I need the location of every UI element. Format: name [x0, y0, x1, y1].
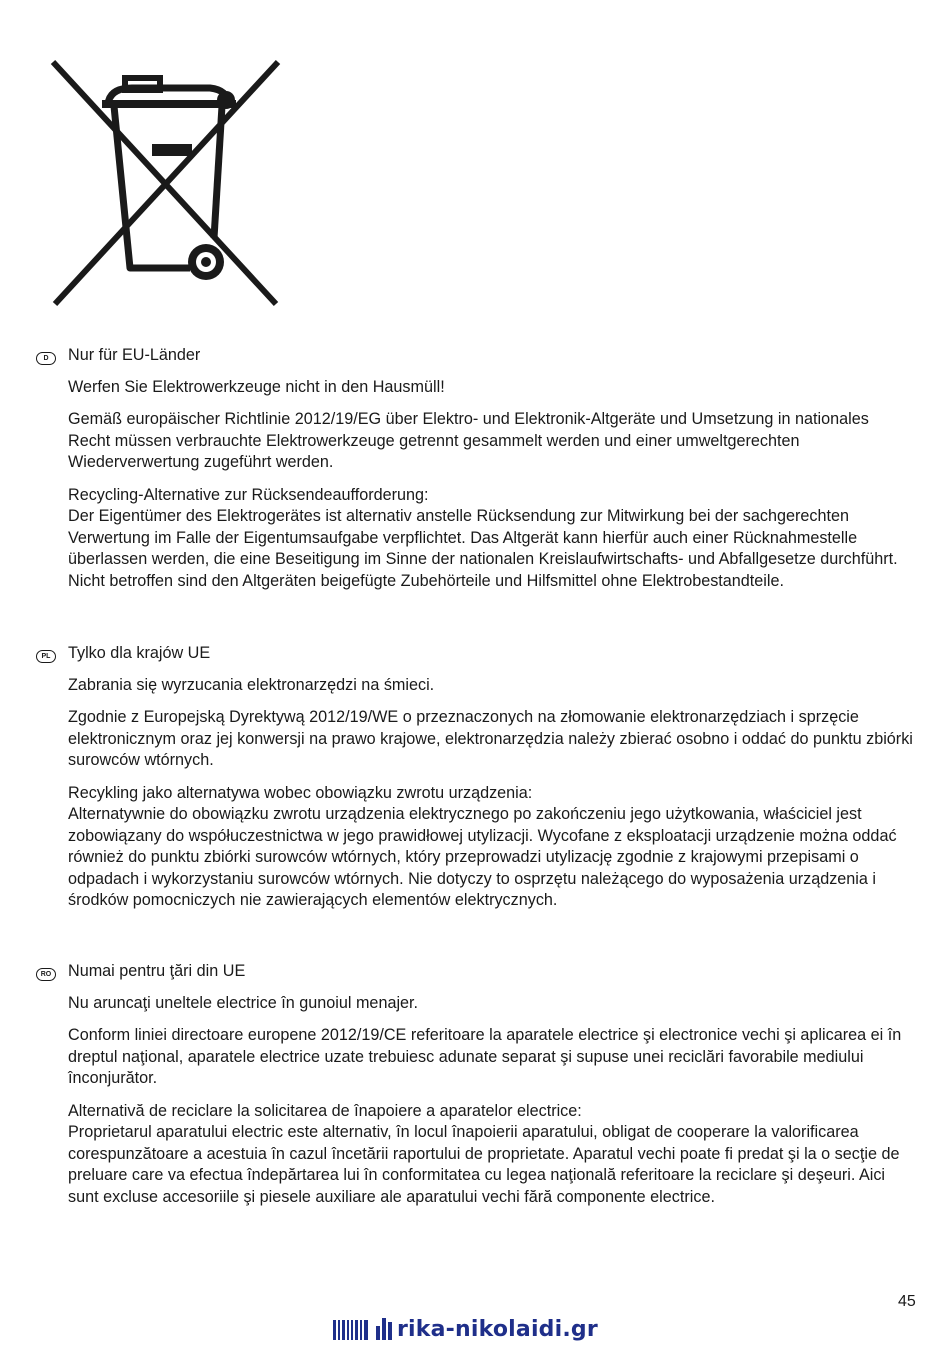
section-body: Conform liniei directoare europene 2012/19/CE referitoare la aparatele electrice şi electronice vechi şi aplicarea ei în dreptul naţional, aparatele electrice uzate trebuiesc adunate separat şi supuse unei reciclări favorabile mediului înconjurător. — [68, 1026, 902, 1087]
section-pl — [68, 643, 913, 923]
section-warning: Nu aruncaţi uneltele electrice în gunoiul menajer. — [68, 993, 419, 1012]
section-title: Tylko dla krajów UE — [68, 644, 211, 662]
section-body: Gemäß europäischer Richtlinie 2012/19/EG über Elektro- und Elektronik-Altgeräte und Umsetzung in nationales Recht müssen verbrauchte Elektrowerkzeuge getrennt gesammelt werden und einer umweltgerechten Wiederverwertung zugeführt werden. — [68, 410, 869, 471]
section-title: Numai pentru ţări din UE — [68, 962, 246, 980]
section-warning: Zabrania się wyrzucania elektronarzędzi na śmieci. — [68, 675, 435, 694]
section-de — [68, 345, 913, 603]
section-ro — [68, 961, 913, 1219]
section-alt-body: Alternatywnie do obowiązku zwrotu urządzenia elektrycznego po zakończeniu jego użytkowania, właściciel jest zobowiązany do współuczestnictwa w jego prawidłowej utylizacji. Wycofane z eksploatacji urządzenie można oddać również do punktu zbiórki surowców wtórnych, który przeprowadzi utylizację zgodnie z krajowymi przepisami o odpadach i wykorzystaniu surowców wtórnych. Nie dotyczy to osprzętu należącego do wyposażenia urządzenia i środków pomocniczych nie zawierających elementów elektrycznych. — [68, 805, 897, 909]
crossed-out-wheelie-bin-icon — [50, 58, 282, 308]
section-alt-body: Der Eigentümer des Elektrogerätes ist alternativ anstelle Rücksendung zur Mitwirkung bei der sachgerechten Verwertung im Falle der Eigentumsaufgabe verpflichtet. Das Altgerät kann hierfür auch einer Rücknahmestelle überlassen werden, die eine Beseitigung im Sinne der nationalen Kreislaufwirtschafts- und Abfallgesetze durchführt. Nicht betroffen sind den Altgeräten beigefügte Zubehörteile und Hilfsmittel ohne Elektrobestandteile. — [68, 507, 898, 590]
section-alt-heading: Recycling-Alternative zur Rücksendeaufforderung: — [68, 485, 429, 504]
section-body: Zgodnie z Europejską Dyrektywą 2012/19/WE o przeznaczonych na złomowanie elektronarzędziach i sprzęcie elektronicznym oraz jej konwersji na prawo krajowe, elektronarzędzia należy zbierać osobno i oddać do punktu zbiórki surowców wtórnych. — [68, 708, 913, 769]
watermark — [333, 1312, 598, 1346]
page-number: 45 — [898, 1293, 916, 1310]
barcode-icon — [333, 1318, 394, 1340]
section-alt-heading: Alternativă de reciclare la solicitarea de înapoiere a aparatelor electrice: — [68, 1101, 582, 1120]
section-alt-heading: Recykling jako alternatywa wobec obowiązku zwrotu urządzenia: — [68, 783, 533, 802]
section-warning: Werfen Sie Elektrowerkzeuge nicht in den Hausmüll! — [68, 377, 445, 396]
section-alt-body: Proprietarul aparatului electric este alternativ, în locul înapoierii aparatului, obligat de cooperare la valorificarea corespunzătoare a acestuia în cazul încetării raportului de proprietate. Aparatul vechi poate fi predat şi la o secţie de preluare care va efectua îndepărtarea lui în conformitatea cu legea naţională referitoare la reciclare şi deşeuri. Aici sunt excluse accesoriile şi piesele auxiliare ale aparatului vechi fără componente electrice. — [68, 1123, 900, 1206]
language-badge-pl: PL — [36, 650, 56, 663]
language-badge-ro: RO — [36, 968, 56, 981]
language-badge-de: D — [36, 352, 56, 365]
watermark-text: rika-nikolaidi.gr — [397, 1316, 598, 1342]
section-title: Nur für EU-Länder — [68, 346, 201, 364]
